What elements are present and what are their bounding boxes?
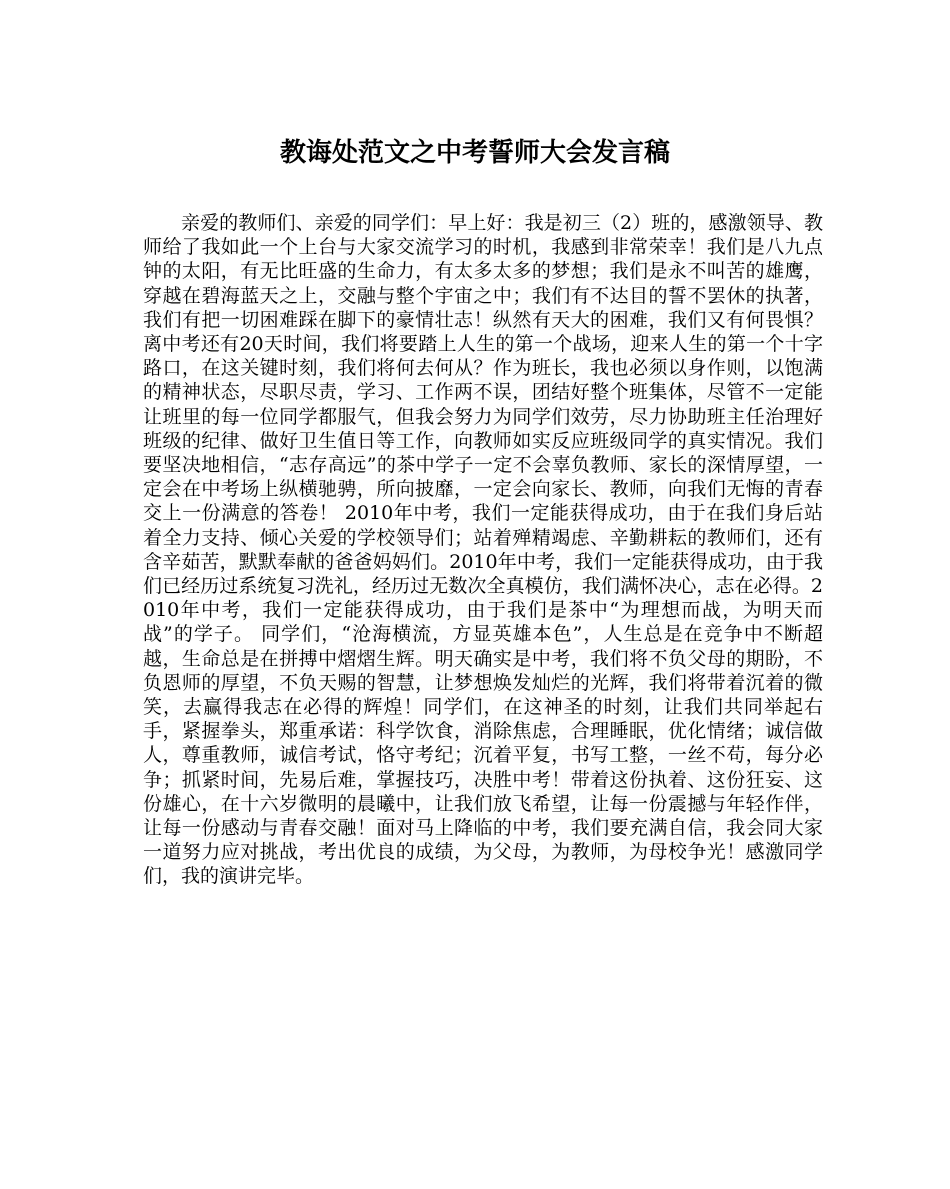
document-title: 教诲处范文之中考誓师大会发言稿 <box>279 138 670 168</box>
document-body-paragraph: 亲爱的教师们、亲爱的同学们：早上好：我是初三（2）班的，感激领导、教师给了我如此一个上台与大家交流学习的时机，我感到非常荣幸！我们是八九点钟的太阳，有无比旺盛的生命力，有太多太多的梦想；我们是永不叫苦的雄鹰，穿越在碧海蓝天之上，交融与整个宇宙之中；我们有不达目的誓不罢休的执著，我们有把一切困难踩在脚下的豪情壮志！纵然有天大的困难，我们又有何畏惧？离中考还有20天时间，我们将要踏上人生的第一个战场，迎来人生的第一个十字路口，在这关键时刻，我们将何去何从？作为班长，我也必须以身作则，以饱满的精神状态，尽职尽责，学习、工作两不误，团结好整个班集体，尽管不一定能让班里的每一位同学都服气，但我会努力为同学们效劳，尽力协助班主任治理好班级的纪律、做好卫生值日等工作，向教师如实反应班级同学的真实情况。我们要坚决地相信，“志存高远”的茶中学子一定不会辜负教师、家长的深情厚望，一定会在中考场上纵横驰骋，所向披靡，一定会向家长、教师，向我们无悔的青春交上一份满意的答卷！ 2010年中考，我们一定能获得成功，由于在我们身后站着全力支持、倾心关爱的学校领导们；站着殚精竭虑、辛勤耕耘的教师们，还有含辛茹苦，默默奉献的爸爸妈妈们。2010年中考，我们一定能获得成功，由于我们已经历过系统复习洗礼，经历过无数次全真模仿，我们满怀决心，志在必得。2010年中考，我们一定能获得成功，由于我们是茶中“为理想而战，为明天而战”的学子。 同学们，“沧海横流，方显英雄本色”，人生总是在竞争中不断超越，生命总是在拼搏中熠熠生辉。明天确实是中考，我们将不负父母的期盼，不负恩师的厚望，不负天赐的智慧，让梦想焕发灿烂的光辉，我们将带着沉着的微笑，去赢得我志在必得的辉煌！同学们，在这神圣的时刻，让我们共同举起右手，紧握拳头，郑重承诺：科学饮食，消除焦虑，合理睡眠，优化情绪；诚信做人，尊重教师，诚信考试，恪守考纪；沉着平复，书写工整，一丝不苟，每分必争；抓紧时间，先易后难，掌握技巧，决胜中考！带着这份执着、这份狂妄、这份雄心，在十六岁微明的晨曦中，让我们放飞希望，让每一份震撼与年轻作伴，让每一份感动与青春交融！面对马上降临的中考，我们要充满自信，我会同大家一道努力应对挑战，考出优良的成绩，为父母，为教师，为母校争光！感激同学们，我的演讲完毕。 <box>143 212 823 888</box>
